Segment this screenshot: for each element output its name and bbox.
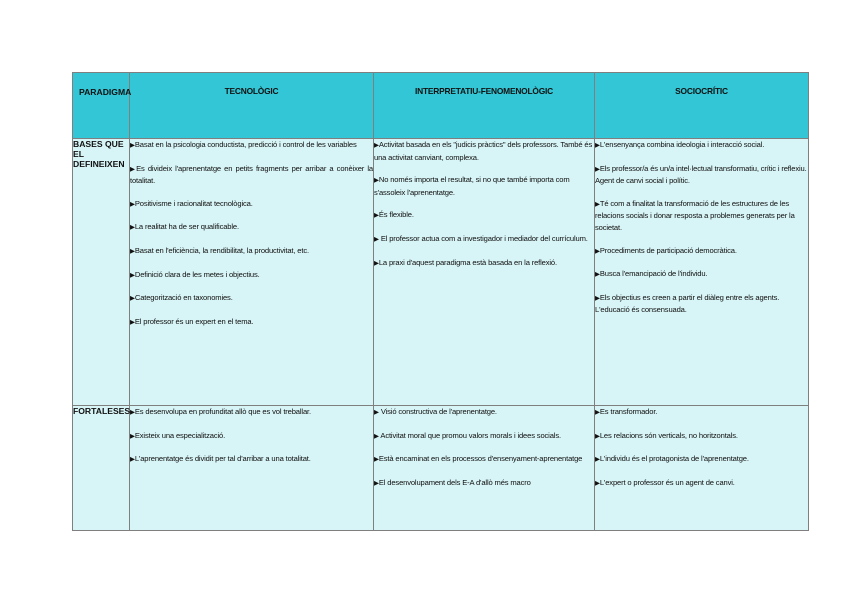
- table-row-fortaleses: [73, 406, 809, 531]
- table-row-bases: [73, 139, 809, 406]
- list-item: ▶Es transformador.: [595, 407, 658, 416]
- list-item: ▶ El professor actua com a investigador i mediador del currículum.: [374, 233, 588, 243]
- list-item: ▶Basat en la psicologia conductista, predicció i control de les variables: [130, 140, 357, 149]
- list-item: ▶Positivisme i racionalitat tecnològica.: [130, 198, 253, 208]
- header-row: [73, 73, 809, 139]
- list-item: ▶Existeix una especialització.: [130, 430, 226, 440]
- cell-fortaleses-interpretatiu: [374, 406, 595, 531]
- list-item: ▶La realitat ha de ser qualificable.: [130, 222, 239, 232]
- list-item: ▶ Visió constructiva de l'aprenentatge.: [374, 407, 497, 416]
- list-item: ▶Procediments de participació democràtica.: [595, 245, 737, 255]
- list-item: ▶L'ensenyança combina ideologia i interacció social.: [595, 140, 765, 149]
- list-item: ▶ Activitat moral que promou valors morals i idees socials.: [374, 430, 561, 440]
- list-item: ▶El professor és un expert en el tema.: [130, 316, 254, 326]
- row-label-bases: BASES QUE EL DEFINEIXEN: [73, 139, 130, 406]
- list-item: ▶Està encaminat en els processos d'ensenyament-aprenentatge: [374, 454, 583, 464]
- row-label-fortaleses: FORTALESES: [73, 406, 130, 531]
- list-item: ▶L'aprenentatge és dividit per tal d'arribar a una totalitat.: [130, 454, 311, 464]
- list-item: ▶Les relacions són verticals, no horitzontals.: [595, 430, 738, 440]
- list-item: ▶Té com a finalitat la transformació de les estructures de les relacions socials i donar resposta a problemes generats per la societat.: [595, 198, 795, 232]
- list-item: ▶El desenvolupament dels E-A d'allò més macro: [374, 477, 531, 487]
- header-sociocritic: SOCIOCRÍTIC: [595, 73, 809, 139]
- list-item: ▶L'expert o professor és un agent de canvi.: [595, 477, 735, 487]
- list-item: ▶Els professor/a és un/a intel·lectual transformatiu, crític i reflexiu. Agent de canvi social i polític.: [595, 163, 807, 186]
- cell-bases-sociocritic: [595, 139, 809, 406]
- list-item: ▶Es desenvolupa en profunditat allò que es vol treballar.: [130, 407, 311, 416]
- cell-fortaleses-sociocritic: [595, 406, 809, 531]
- list-item: ▶No només importa el resultat, si no que també importa com s'assoleix l'aprenentatge.: [374, 175, 570, 197]
- list-item: ▶Basat en l'eficiència, la rendibilitat, la productivitat, etc.: [130, 245, 309, 255]
- list-item: ▶Activitat basada en els "judicis pràctics" dels professors. També és una activitat canviant, complexa.: [374, 140, 593, 162]
- header-tecnologic: TECNOLÒGIC: [130, 73, 374, 139]
- list-item: ▶És flexible.: [374, 210, 414, 220]
- cell-bases-tecnologic: [130, 139, 374, 406]
- list-item: ▶Busca l'emancipació de l'individu.: [595, 269, 708, 279]
- header-corner: PARADIGMA: [73, 73, 130, 139]
- cell-fortaleses-tecnologic: [130, 406, 374, 531]
- cell-bases-interpretatiu: [374, 139, 595, 406]
- list-item: ▶Els objectius es creen a partir el diàleg entre els agents. L'educació és consensuada.: [595, 292, 780, 315]
- list-item: ▶Categorització en taxonomies.: [130, 293, 233, 303]
- paradigm-table: [72, 72, 809, 531]
- list-item: ▶Es divideix l'aprenentatge en petits fragments per arribar a conèixer la totalitat.: [130, 163, 373, 186]
- list-item: ▶La praxi d'aquest paradigma està basada en la reflexió.: [374, 257, 557, 267]
- list-item: ▶L'individu és el protagonista de l'aprenentatge.: [595, 454, 749, 464]
- list-item: ▶Definició clara de les metes i objectius.: [130, 269, 260, 279]
- header-interpretatiu: INTERPRETATIU-FENOMENOLÒGIC: [374, 73, 595, 139]
